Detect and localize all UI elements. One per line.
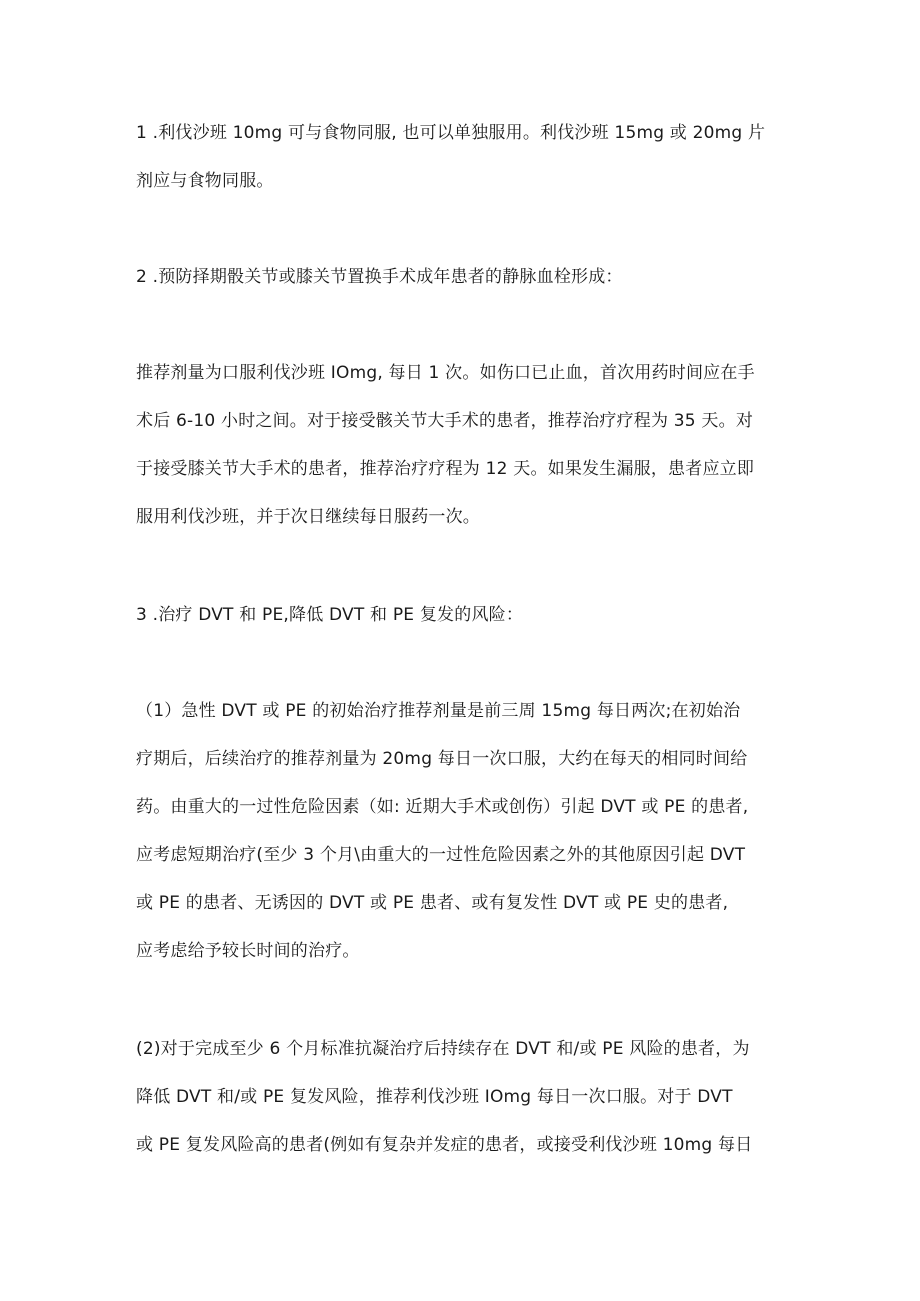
section-5-line-2: 疗期后，后续治疗的推荐剂量为 20mg 每日一次口服，大约在每天的相同时间给: [136, 749, 748, 769]
section-5-line-1: （1）急性 DVT 或 PE 的初始治疗推荐剂量是前三周 15mg 每日两次;在初始治: [136, 701, 741, 721]
section-6-line-2: 降低 DVT 和/或 PE 复发风险，推荐利伐沙班 IOmg 每日一次口服。对于 DVT: [136, 1087, 733, 1107]
section-1-line-2: 剂应与食物同服。: [136, 171, 274, 191]
section-6-line-1: (2)对于完成至少 6 个月标准抗凝治疗后持续存在 DVT 和/或 PE 风险的患者，为: [136, 1039, 750, 1059]
section-2-heading: 2 .预防择期骰关节或膝关节置换手术成年患者的静脉血栓形成：: [136, 267, 623, 287]
section-3-line-3: 于接受膝关节大手术的患者，推荐治疗疗程为 12 天。如果发生漏服，患者应立即: [136, 459, 755, 479]
section-1-line-1: 1 .利伐沙班 10mg 可与食物同服, 也可以单独服用。利伐沙班 15mg 或 20mg 片: [136, 123, 766, 143]
section-5-line-6: 应考虑给予较长时间的治疗。: [136, 941, 360, 961]
section-5-line-3: 药。由重大的一过性危险因素（如: 近期大手术或创伤）引起 DVT 或 PE 的患者,: [136, 797, 749, 817]
section-5-line-5: 或 PE 的患者、无诱因的 DVT 或 PE 患者、或有复发性 DVT 或 PE 史的患者,: [136, 893, 729, 913]
section-3-line-2: 术后 6-10 小时之间。对于接受骸关节大手术的患者，推荐治疗疗程为 35 天。对: [136, 411, 754, 431]
section-6-line-3: 或 PE 复发风险高的患者(例如有复杂并发症的患者，或接受利伐沙班 10mg 每日: [136, 1135, 753, 1155]
section-5-line-4: 应考虑短期治疗(至少 3 个月\由重大的一过性危险因素之外的其他原因引起 DVT: [136, 845, 746, 865]
section-3-line-4: 服用利伐沙班，并于次日继续每日服药一次。: [136, 507, 480, 527]
section-3-line-1: 推荐剂量为口服利伐沙班 IOmg, 每日 1 次。如伤口已止血，首次用药时间应在手: [136, 363, 755, 383]
section-4-heading: 3 .治疗 DVT 和 PE,降低 DVT 和 PE 复发的风险：: [136, 605, 524, 625]
